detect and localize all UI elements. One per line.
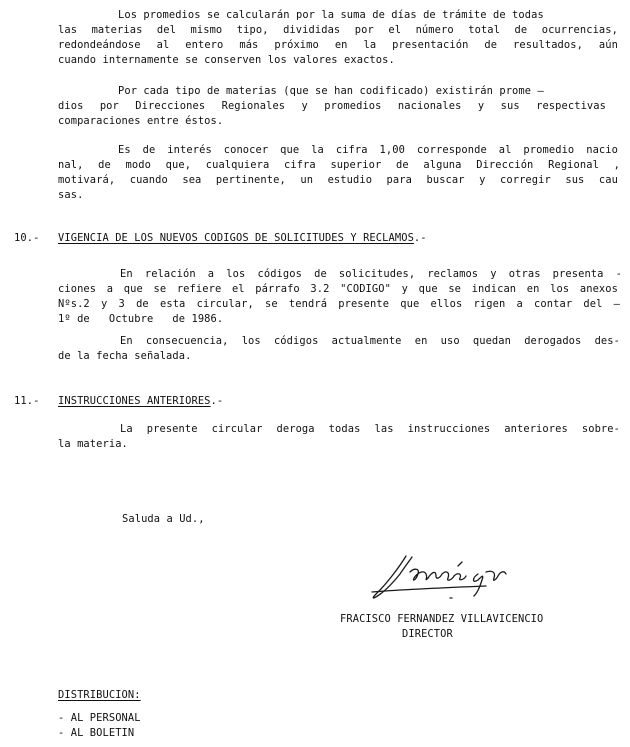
section-heading: [58, 394, 223, 409]
text-line: comparaciones entre éstos.: [58, 115, 224, 127]
text-line: Nºs.2 y 3 de esta circular, se tendrá presente que ellos rigen a contar del —: [58, 298, 620, 310]
text-line: 1º de Octubre de 1986.: [58, 313, 224, 325]
text-line: cuando internamente se conserven los valores exactos.: [58, 54, 395, 66]
signatory-title: DIRECTOR: [402, 628, 453, 640]
signatory-name: FRACISCO FERNANDEZ VILLAVICENCIO: [340, 613, 544, 625]
text-line: las materias del mismo tipo, divididas por el número total de ocurrencias,: [58, 24, 618, 36]
text-line: motivará, cuando sea pertinente, un estudio para buscar y corregir sus cau: [58, 174, 618, 186]
text-line: redondeándose al entero más próximo en la presentación de resultados, aún: [58, 39, 618, 51]
text-line: nal, de modo que, cualquiera cifra superior de alguna Dirección Regional ,: [58, 159, 620, 171]
text-line: dios por Direcciones Regionales y promedios nacionales y sus respectivas: [58, 100, 606, 112]
text-line: Por cada tipo de materias (que se han codificado) existirán prome —: [118, 85, 544, 97]
section-heading-suffix: .-: [210, 395, 224, 407]
text-line: de la fecha señalada.: [58, 350, 192, 362]
distribution-item: - AL PERSONAL: [58, 712, 141, 724]
closing-salutation: Saluda a Ud.,: [122, 513, 205, 525]
section-heading-text: VIGENCIA DE LOS NUEVOS CODIGOS DE SOLICITUDES Y RECLAMOS: [58, 232, 414, 244]
text-line: ciones a que se refiere el párrafo 3.2 "CODIGO" y que se indican en los anexos: [58, 283, 618, 295]
distribution-item: - AL BOLETIN: [58, 727, 135, 739]
section-heading-suffix: .-: [413, 232, 427, 244]
distribution-heading: DISTRIBUCION:: [58, 689, 141, 701]
text-line: Es de interés conocer que la cifra 1,00 corresponde al promedio nacio: [118, 144, 618, 156]
text-line: La presente circular deroga todas las instrucciones anteriores sobre-: [120, 423, 620, 435]
text-line: Los promedios se calcularán por la suma de días de trámite de todas: [118, 9, 544, 21]
text-line: En relación a los códigos de solicitudes, reclamos y otras presenta -: [120, 268, 622, 280]
text-line: la materia.: [58, 438, 128, 450]
signature-image: [366, 548, 526, 604]
text-line: En consecuencia, los códigos actualmente en uso quedan derogados des-: [120, 335, 620, 347]
text-line: sas.: [58, 189, 84, 201]
section-number: 10.-: [14, 232, 40, 244]
section-heading: [58, 231, 427, 246]
section-heading-text: INSTRUCCIONES ANTERIORES: [58, 395, 211, 407]
section-number: 11.-: [14, 395, 40, 407]
